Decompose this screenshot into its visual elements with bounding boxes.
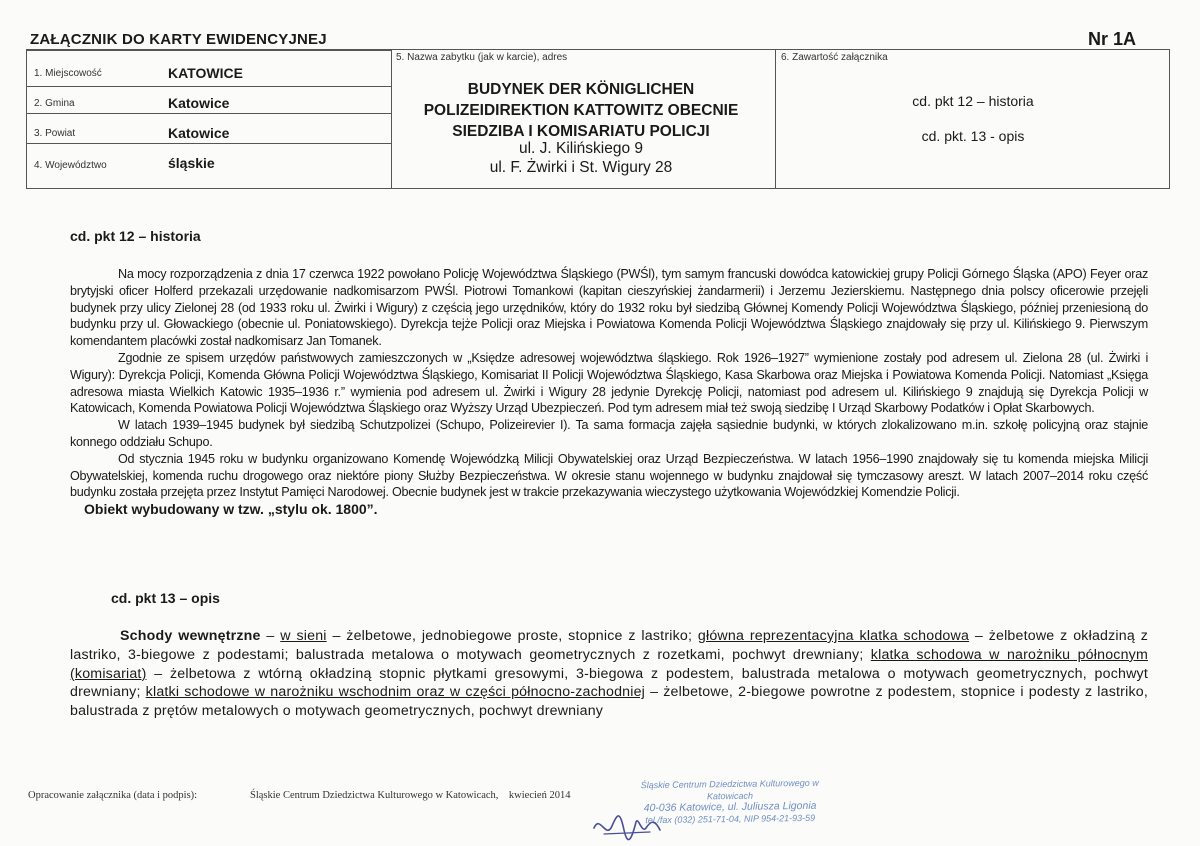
description-segment: główna reprezentacyjna klatka schodowa [697,628,970,644]
description-segment: – żelbetowe, 2-biegowe powrotne z podestem, stopnice i podesty z lastriko, balustrada z prętów metalowych o motywach geometrycznych, pochwyt drewniany [70,684,1148,720]
description-heading: cd. pkt 13 – opis [111,590,220,606]
description-segment: – żelbetowe z okładziną z lastriko, 3-biegowe z podestami; balustrada metalowa o motywach geometrycznych z rozetkami, pochwyt drewniany; [70,628,1149,663]
history-emphasis: Obiekt wybudowany w tzw. „stylu ok. 1800”. [84,501,378,518]
history-text [70,266,1148,518]
description-segment: – żelbetowe, jednobiegowe proste, stopnice z lastriko; [326,628,698,644]
monument-label: 5. Nazwa zabytku (jak w karcie), adres [396,52,568,63]
address-line: ul. F. Żwirki i St. Wigury 28 [489,159,673,176]
stamp-line: Śląskie Centrum Dziedzictwa Kulturowego w Katowicach [640,777,819,801]
history-paragraph: Zgodnie ze spisem urzędów państwowych zamieszczonych w „Księdze adresowej województwa śląskiego. Rok 1926–1927” wymienione zostały pod adresem ul. Zielona 28 (ul. Żwirki i Wigury): Dyrekcja Policji, Komenda Główna Policji Województwa Śląskiego, Komisariat II Policji Województwa Śląskiego, Kasa Skarbowa oraz Miejska i Powiatowa Komenda Policji. Natomiast „Księga adresowa miasta Wielkich Katowic 1935–1936 r.” wymienia pod adresem ul. Żwirki i Wigury 28 jedynie Dyrekcję Policji, natomiast pod adresem ul. Kilińskiego 9 znajdują się Dyrekcja Policji w Katowicach, Komenda Powiatowa Policji Województwa Śląskiego oraz Wyższy Urząd Ubezpieczeń. Pod tym adresem miał też swoją siedzibę I Urząd Skarbowy Podatków i Opłat Skarbowych. [70,350,1148,416]
history-paragraph: W latach 1939–1945 budynek był siedzibą Schutzpolizei (Schupo, Polizeirevier I). Ta sama formacja zajęła sąsiednie budynki, w których zlokalizowano m.in. szkołę policyjną oraz stajnie konnego oddziału Schupo. [70,418,1148,449]
row-divider [27,113,391,114]
wojewodztwo-value: śląskie [168,155,215,171]
monument-name-line: POLIZEIDIREKTION KATTOWITZ OBECNIE [423,102,739,119]
description-segment: – żelbetowa z wtórną okładziną stopnic płytkami gresowymi, 3-biegowa z podestem, balustrada metalowa o motywach geometrycznych, pochwyt drewniany; [70,665,1148,701]
history-heading: cd. pkt 12 – historia [70,228,201,244]
gmina-value: Katowice [168,95,230,111]
description-segment: w sieni [280,628,327,644]
history-paragraph: Od stycznia 1945 roku w budynku organizowano Komendę Wojewódzką Milicji Obywatelskiej oraz Urząd Bezpieczeństwa. W latach 1956–1990 znajdowały się tu komenda miejska Milicji Obywatelskiej, komenda ruchu drogowego oraz niektóre piony Służby Bezpieczeństwa. W okresie stanu wojennego w budynku znajdował się tymczasowy areszt. W latach 2007–2014 roku część budynku została przejęta przez Instytut Pamięci Narodowej. Obecnie budynek jest w trakcie przekazywania wieczystego użytkowania Wojewódzkiej Komendzie Policji. [70,451,1148,500]
row-divider [27,86,391,87]
powiat-label: 3. Powiat [34,128,76,139]
monument-name-line: BUDYNEK DER KÖNIGLICHEN [467,81,695,98]
row-divider [27,50,391,51]
description-segment: – [260,628,281,644]
description-text [70,627,1148,721]
miejscowosc-label: 1. Miejscowość [34,68,102,79]
history-paragraph: Na mocy rozporządzenia z dnia 17 czerwca 1922 powołano Policję Województwa Śląskiego (PWŚl), tym samym francuski dowódca katowickiej grupy Policji Górnego Śląska (APO) Feyer oraz brytyjski oficer Holferd przekazali urzędowanie nadkomisarzom PWŚl. Piotrowi Tomankowi (kapitan cieszyńskiej żandarmerii) i Jerzemu Jezierskiemu. Następnego dnia polscy oficerowie przejęli budynek przy ulicy Zielonej 28 (od 1933 roku ul. Żwirki i Wigury) z częścią jego urzędników, który do 1932 roku był siedzibą Głównej Komendy Policji Województwa Śląskiego, później przeniesioną do budynku przy ul. Głowackiego (obecnie ul. Poniatowskiego). Dyrekcja tejże Policji oraz Miejska i Powiatowa Komenda Policji Województwa Śląskiego znajdowały się przy ul. Kilińskiego 9. Pierwszym komendantem placówki został nadkomisarz Jan Tomanek. [70,267,1148,349]
document-title: ZAŁĄCZNIK DO KARTY EWIDENCYJNEJ [30,31,327,48]
description-segment: klatka schodowa w narożniku północnym (komisariat) [70,646,1148,682]
powiat-value: Katowice [168,125,230,141]
miejscowosc-value: KATOWICE [168,65,243,81]
monument-address [372,139,790,177]
footer-label: Opracowanie załącznika (data i podpis): [28,790,198,801]
description-segment: Schody wewnętrzne [120,628,261,644]
row-divider [27,143,391,144]
signature [590,804,670,844]
monument-name-line: SIEDZIBA I KOMISARIATU POLICJI [452,123,710,140]
stamp-line: tel./fax (032) 251-71-04, NIP 954-21-93-59 [645,812,816,825]
stamp-line: 40-036 Katowice, ul. Juliusza Ligonia [643,799,817,815]
attachment-item: cd. pkt. 13 - opis [921,128,1025,144]
monument-name [372,79,790,142]
attachment-contents-label: 6. Zawartość załącznika [781,52,888,63]
wojewodztwo-label: 4. Województwo [34,160,107,171]
attachment-item: cd. pkt 12 – historia [912,93,1034,109]
description-segment: klatki schodowe w narożniku wschodnim oraz w części północno-zachodniej [145,684,646,701]
gmina-label: 2. Gmina [34,98,75,109]
footer-author: Śląskie Centrum Dziedzictwa Kulturowego w Katowicach, kwiecień 2014 [250,790,571,801]
document-number: Nr 1A [1088,29,1137,49]
address-line: ul. J. Kilińskiego 9 [518,140,644,157]
